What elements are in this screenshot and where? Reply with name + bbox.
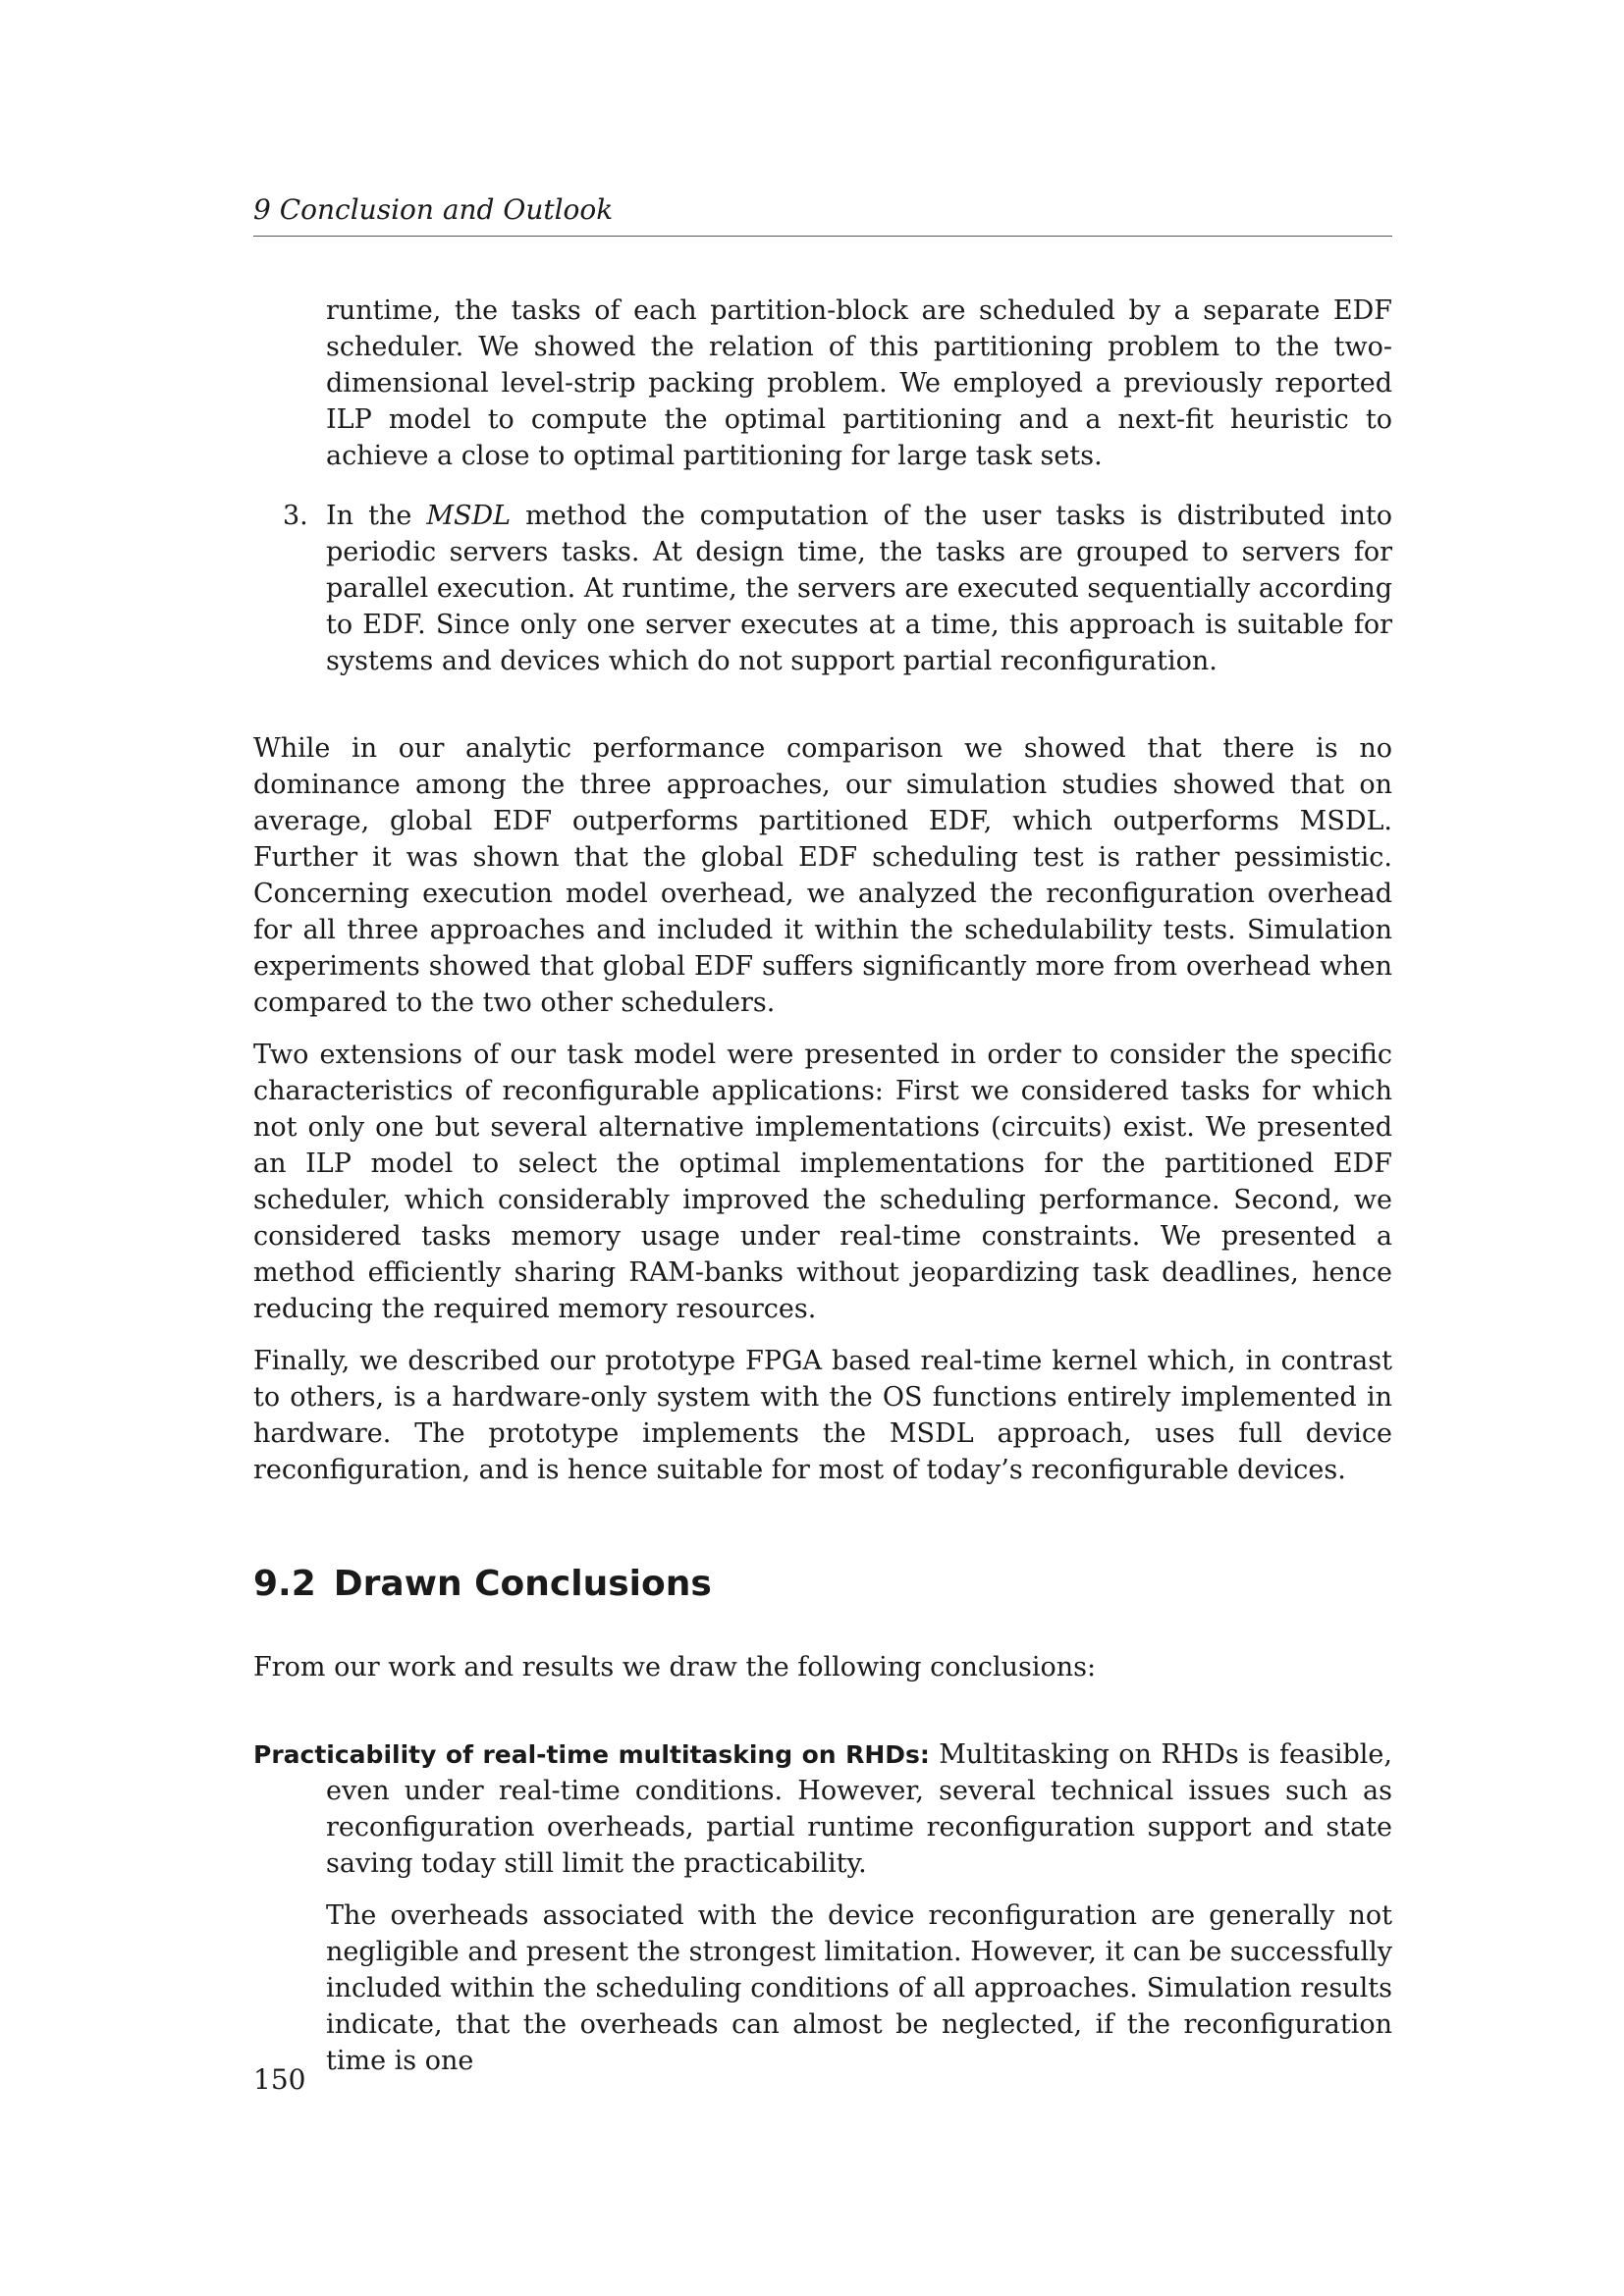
section-title: Drawn Conclusions <box>333 1564 712 1604</box>
paragraph-extensions: Two extensions of our task model were presented in order to consider the specific characteristics of reconfigurable applications: First we considered tasks for which not only one but several alternative implementations (circuits) exist. We presented an ILP model to select the optimal implementations for the partitioned EDF scheduler, which considerably improved the scheduling performance. Second, we considered tasks memory usage under real-time constraints. We presented a method efficiently sharing RAM-banks without jeopardizing task deadlines, hence reducing the required memory resources. <box>253 1040 1392 1324</box>
section-heading <box>253 1563 1392 1606</box>
description-term: Practicability of real-time multitasking on RHDs: <box>253 1740 930 1769</box>
list-item-prefix: In the <box>326 501 427 531</box>
description-paragraph <box>253 1736 1392 1882</box>
running-head: 9 Conclusion and Outlook <box>253 192 1392 237</box>
section-number: 9.2 <box>253 1564 316 1604</box>
description-text: Multitasking on RHDs is feasible, even under real-time conditions. However, several technical issues such as reconfiguration overheads, partial runtime reconfiguration support and state saving today still limit the practicability. <box>326 1739 1392 1879</box>
paragraph-prototype: Finally, we described our prototype FPGA based real-time kernel which, in contrast to others, is a hardware-only system with the OS functions entirely implemented in hardware. The prototype implements the MSDL approach, uses full device reconfiguration, and is hence suitable for most of today’s reconfigurable devices. <box>253 1346 1392 1485</box>
section-lead-paragraph: From our work and results we draw the following conclusions: <box>253 1652 1097 1682</box>
description-item <box>253 1736 1392 2079</box>
paragraph-comparison: While in our analytic performance comparison we showed that there is no dominance among the three approaches, our simulation studies showed that on average, global EDF outperforms partitioned EDF, which outperforms MSDL. Further it was shown that the global EDF scheduling test is rather pessimistic. Concerning execution model overhead, we analyzed the reconfiguration overhead for all three approaches and included it within the schedulability tests. Simulation experiments showed that global EDF suffers significantly more from overhead when compared to the two other schedulers. <box>253 733 1392 1018</box>
description-continuation: The overheads associated with the device reconfiguration are generally not negligible and present the strongest limitation. However, it can be successfully included within the scheduling conditions of all approaches. Simulation results indicate, that the overheads can almost be neglected, if the reconfiguration time is one <box>326 1900 1392 2076</box>
continued-list-item: runtime, the tasks of each partition-block are scheduled by a separate EDF scheduler. We showed the relation of this partitioning problem to the two-dimensional level-strip packing problem. We employed a previously reported ILP model to compute the optimal partitioning and a next-fit heuristic to achieve a close to optimal partitioning for large task sets. <box>326 295 1392 471</box>
page-body <box>253 293 1392 2079</box>
page-number: 150 <box>253 2063 306 2096</box>
list-item-body: method the computation of the user tasks is distributed into periodic servers tasks. At design time, the tasks are grouped to servers for parallel execution. At runtime, the servers are executed sequentially according to EDF. Since only one server executes at a time, this approach is suitable for systems and devices which do not support partial reconfiguration. <box>326 501 1392 676</box>
list-item-3 <box>283 498 1392 679</box>
msdl-emphasis: MSDL <box>426 501 512 531</box>
list-item-text <box>326 498 1392 679</box>
list-item-number: 3. <box>283 501 308 531</box>
